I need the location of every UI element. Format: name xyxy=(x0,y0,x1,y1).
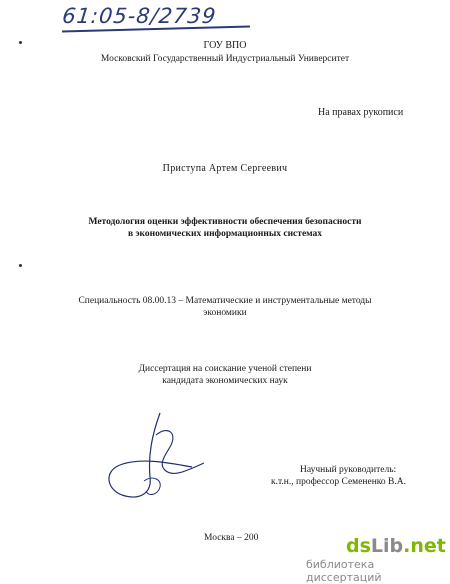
degree-line2: кандидата экономических наук xyxy=(162,376,288,386)
dissertation-title-line2: в экономических информационных системах xyxy=(127,229,323,239)
watermark-subtitle: библиотека диссертаций xyxy=(306,558,382,584)
archive-number: 61:05-8/2739 xyxy=(61,4,218,28)
author-name: Приступа Артем Сергеевич xyxy=(162,163,288,174)
org-type: ГОУ ВПО xyxy=(203,40,247,51)
dissertation-title-line1: Методология оценки эффективности обеспечения безопасности xyxy=(88,217,362,227)
university-name: Московский Государственный Индустриальный Университет xyxy=(100,54,350,64)
supervisor-name: к.т.н., профессор Семененко В.А. xyxy=(271,477,406,487)
specialty-line1: Специальность 08.00.13 – Математические и инструментальные методы xyxy=(78,296,372,306)
supervisor-label: Научный руководитель: xyxy=(300,465,397,475)
watermark-brand-lib: Lib xyxy=(370,535,404,557)
manuscript-rights: На правах рукописи xyxy=(318,107,404,118)
margin-dot xyxy=(19,264,22,267)
watermark-brand-ds: ds xyxy=(346,535,371,557)
watermark-brand-net: .net xyxy=(403,535,446,557)
signature xyxy=(100,405,210,505)
degree-line1: Диссертация на соискание ученой степени xyxy=(138,364,312,374)
watermark-logo xyxy=(346,536,446,557)
specialty-line2: экономики xyxy=(203,308,247,318)
city-year: Москва – 200 xyxy=(204,533,259,543)
